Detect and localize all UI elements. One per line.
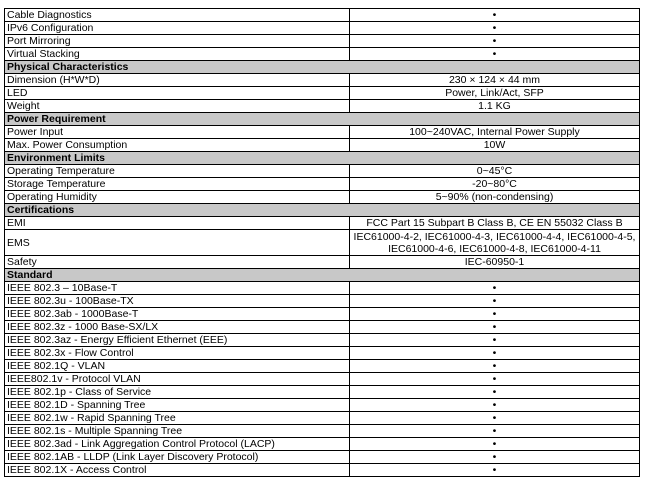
spec-value: Power, Link/Act, SFP bbox=[350, 87, 640, 100]
spec-table bbox=[4, 8, 640, 477]
spec-label: IPv6 Configuration bbox=[5, 22, 350, 35]
supported-bullet: • bbox=[350, 360, 640, 373]
section-header-row bbox=[5, 269, 640, 282]
spec-row bbox=[5, 256, 640, 269]
spec-label: IEEE 802.3 – 10Base-T bbox=[5, 282, 350, 295]
spec-row bbox=[5, 412, 640, 425]
spec-label: IEEE 802.1s - Multiple Spanning Tree bbox=[5, 425, 350, 438]
spec-value: IEC-60950-1 bbox=[350, 256, 640, 269]
spec-label: Virtual Stacking bbox=[5, 48, 350, 61]
supported-bullet: • bbox=[350, 347, 640, 360]
spec-value: 0~45°C bbox=[350, 165, 640, 178]
spec-label: IEEE 802.1AB - LLDP (Link Layer Discovery Protocol) bbox=[5, 451, 350, 464]
spec-row bbox=[5, 282, 640, 295]
spec-row bbox=[5, 178, 640, 191]
spec-label: EMI bbox=[5, 217, 350, 230]
supported-bullet: • bbox=[350, 438, 640, 451]
supported-bullet: • bbox=[350, 334, 640, 347]
spec-label: Power Input bbox=[5, 126, 350, 139]
spec-row bbox=[5, 451, 640, 464]
spec-row bbox=[5, 308, 640, 321]
spec-label: Safety bbox=[5, 256, 350, 269]
supported-bullet: • bbox=[350, 282, 640, 295]
spec-label: IEEE 802.3ab - 1000Base-T bbox=[5, 308, 350, 321]
supported-bullet: • bbox=[350, 425, 640, 438]
spec-label: LED bbox=[5, 87, 350, 100]
supported-bullet: • bbox=[350, 412, 640, 425]
spec-label: IEEE 802.1D - Spanning Tree bbox=[5, 399, 350, 412]
spec-value: 100~240VAC, Internal Power Supply bbox=[350, 126, 640, 139]
section-header-row bbox=[5, 152, 640, 165]
spec-label: EMS bbox=[5, 230, 350, 256]
spec-row bbox=[5, 295, 640, 308]
section-title: Environment Limits bbox=[5, 152, 640, 165]
spec-row bbox=[5, 22, 640, 35]
supported-bullet: • bbox=[350, 48, 640, 61]
spec-row bbox=[5, 74, 640, 87]
spec-row bbox=[5, 399, 640, 412]
spec-row bbox=[5, 438, 640, 451]
supported-bullet: • bbox=[350, 451, 640, 464]
spec-value: 10W bbox=[350, 139, 640, 152]
spec-label: Port Mirroring bbox=[5, 35, 350, 48]
supported-bullet: • bbox=[350, 386, 640, 399]
spec-label: Weight bbox=[5, 100, 350, 113]
section-header-row bbox=[5, 113, 640, 126]
spec-label: IEEE 802.3u - 100Base-TX bbox=[5, 295, 350, 308]
supported-bullet: • bbox=[350, 399, 640, 412]
supported-bullet: • bbox=[350, 295, 640, 308]
spec-label: Max. Power Consumption bbox=[5, 139, 350, 152]
spec-label: IEEE 802.3ad - Link Aggregation Control Protocol (LACP) bbox=[5, 438, 350, 451]
spec-label: Cable Diagnostics bbox=[5, 9, 350, 22]
spec-row bbox=[5, 35, 640, 48]
spec-row bbox=[5, 48, 640, 61]
spec-value: 230 × 124 × 44 mm bbox=[350, 74, 640, 87]
spec-value: IEC61000-4-2, IEC61000-4-3, IEC61000-4-4, IEC61000-4-5, IEC61000-4-6, IEC61000-4-8, IEC61000-4-11 bbox=[350, 230, 640, 256]
spec-row bbox=[5, 165, 640, 178]
spec-row bbox=[5, 230, 640, 256]
spec-label: Operating Humidity bbox=[5, 191, 350, 204]
spec-row bbox=[5, 321, 640, 334]
spec-row bbox=[5, 386, 640, 399]
spec-table-body bbox=[5, 9, 640, 477]
spec-value: 5~90% (non-condensing) bbox=[350, 191, 640, 204]
spec-row bbox=[5, 87, 640, 100]
spec-label: IEEE 802.3az - Energy Efficient Ethernet (EEE) bbox=[5, 334, 350, 347]
spec-row bbox=[5, 126, 640, 139]
spec-row bbox=[5, 217, 640, 230]
spec-label: Operating Temperature bbox=[5, 165, 350, 178]
spec-row bbox=[5, 334, 640, 347]
spec-row bbox=[5, 360, 640, 373]
section-title: Certifications bbox=[5, 204, 640, 217]
supported-bullet: • bbox=[350, 321, 640, 334]
section-title: Physical Characteristics bbox=[5, 61, 640, 74]
section-header-row bbox=[5, 61, 640, 74]
section-title: Power Requirement bbox=[5, 113, 640, 126]
spec-row bbox=[5, 139, 640, 152]
supported-bullet: • bbox=[350, 9, 640, 22]
spec-label: Storage Temperature bbox=[5, 178, 350, 191]
spec-label: IEEE 802.3x - Flow Control bbox=[5, 347, 350, 360]
spec-row bbox=[5, 100, 640, 113]
spec-row bbox=[5, 425, 640, 438]
spec-value: 1.1 KG bbox=[350, 100, 640, 113]
spec-row bbox=[5, 373, 640, 386]
spec-label: IEEE 802.3z - 1000 Base-SX/LX bbox=[5, 321, 350, 334]
spec-label: IEEE802.1v - Protocol VLAN bbox=[5, 373, 350, 386]
spec-label: IEEE 802.1w - Rapid Spanning Tree bbox=[5, 412, 350, 425]
supported-bullet: • bbox=[350, 308, 640, 321]
spec-label: IEEE 802.1p - Class of Service bbox=[5, 386, 350, 399]
spec-value: FCC Part 15 Subpart B Class B, CE EN 55032 Class B bbox=[350, 217, 640, 230]
spec-row bbox=[5, 347, 640, 360]
spec-value: -20~80°C bbox=[350, 178, 640, 191]
section-header-row bbox=[5, 204, 640, 217]
spec-label: Dimension (H*W*D) bbox=[5, 74, 350, 87]
supported-bullet: • bbox=[350, 22, 640, 35]
spec-row bbox=[5, 191, 640, 204]
supported-bullet: • bbox=[350, 464, 640, 477]
spec-row bbox=[5, 9, 640, 22]
supported-bullet: • bbox=[350, 373, 640, 386]
spec-row bbox=[5, 464, 640, 477]
section-title: Standard bbox=[5, 269, 640, 282]
spec-label: IEEE 802.1X - Access Control bbox=[5, 464, 350, 477]
spec-label: IEEE 802.1Q - VLAN bbox=[5, 360, 350, 373]
supported-bullet: • bbox=[350, 35, 640, 48]
